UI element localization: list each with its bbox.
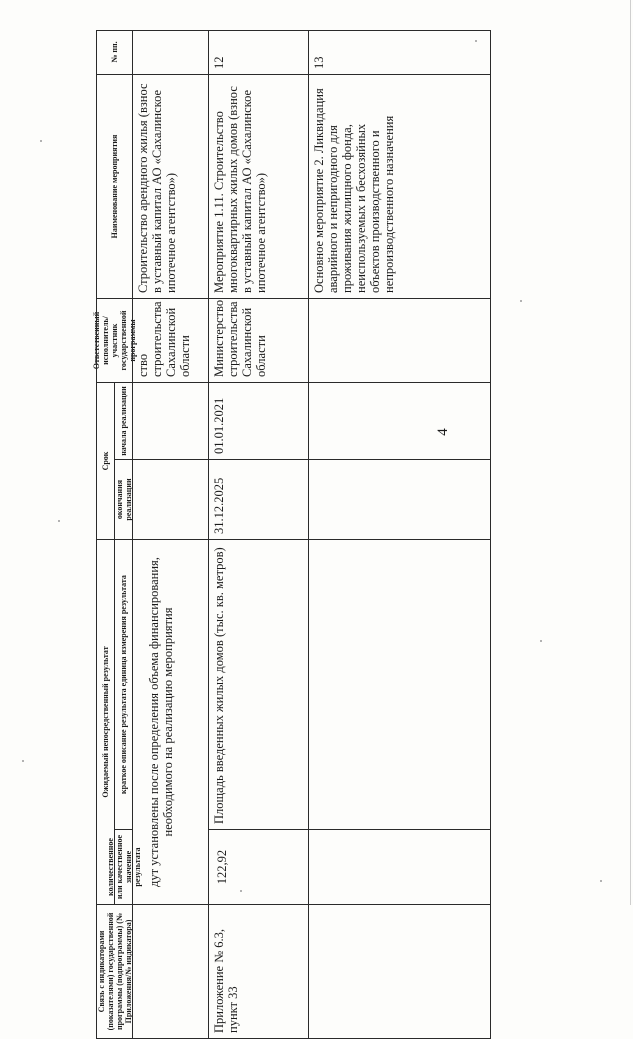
header-term-start: начала реализации bbox=[114, 383, 132, 460]
row1-start bbox=[132, 383, 208, 460]
row1-responsible: ство строительства Сахалинской области bbox=[132, 299, 208, 383]
header-responsible: Ответственный исполнитель/участник государственной программы bbox=[96, 299, 132, 383]
row2-end: 31.12.2025 bbox=[208, 460, 308, 540]
header-term: Срок bbox=[96, 383, 114, 540]
row3-link bbox=[308, 905, 491, 1039]
row3-result-desc bbox=[308, 540, 491, 830]
row1-num bbox=[132, 30, 208, 75]
row2-result-desc: Площадь введенных жилых домов (тыс. кв. метров) bbox=[208, 540, 308, 830]
activities-table bbox=[92, 30, 491, 1039]
row3-responsible bbox=[308, 299, 491, 383]
scan-speck bbox=[240, 890, 242, 892]
row1-name: Строительство арендного жилья (взнос в уставный капитал АО «Сахалинское ипотечное агентство») bbox=[132, 75, 208, 299]
row3-name: Основное мероприятие 2. Ликвидация аварийного и непригодного для проживания жилищного фонда, неиспользуемых и бесхозяйных объектов производственного и непроизводственного назначения bbox=[308, 75, 491, 299]
row3-num: 13 bbox=[308, 30, 491, 75]
row2-result-value: 122,92 bbox=[208, 830, 308, 905]
scan-speck bbox=[22, 760, 24, 762]
scan-speck bbox=[540, 640, 542, 642]
header-name: Наименование мероприятия bbox=[96, 75, 132, 299]
header-result-value: количественное или качественное значение результата bbox=[114, 830, 132, 905]
row3-end bbox=[308, 460, 491, 540]
header-result: Ожидаемый непосредственный результат bbox=[96, 540, 114, 905]
row1-end bbox=[132, 460, 208, 540]
row2-link: Приложение № 6.3, пункт 33 bbox=[208, 905, 308, 1039]
header-term-end: окончания реализации bbox=[114, 460, 132, 540]
row2-name: Мероприятие 1.11. Строительство многоквартирных жилых домов (взнос в уставный капитал АО «Сахалинское ипотечное агентство») bbox=[208, 75, 308, 299]
scan-speck bbox=[475, 40, 477, 42]
row3-start bbox=[308, 383, 491, 460]
row2-num: 12 bbox=[208, 30, 308, 75]
row1-link bbox=[132, 905, 208, 1039]
header-link: Связь с индикаторами (показателями) государственной программы (подпрограммы) (№ Приложения/№ индикатора) bbox=[96, 905, 132, 1039]
row2-start: 01.01.2021 bbox=[208, 383, 308, 460]
scan-speck bbox=[520, 300, 522, 302]
header-result-desc: краткое описание результата единица измерения результата bbox=[114, 540, 132, 830]
page-number: 4 bbox=[435, 428, 451, 436]
scan-speck bbox=[600, 880, 602, 882]
scan-speck bbox=[40, 140, 42, 142]
header-num: № пп. bbox=[96, 30, 132, 75]
row1-result-desc: дут установлены после определения объема финансирования, необходимого на реализацию мероприятия bbox=[132, 540, 208, 905]
row2-responsible: Министерство строительства Сахалинской области bbox=[208, 299, 308, 383]
row3-result-value bbox=[308, 830, 491, 905]
scan-edge-line bbox=[630, 0, 631, 905]
scan-speck bbox=[58, 520, 60, 522]
